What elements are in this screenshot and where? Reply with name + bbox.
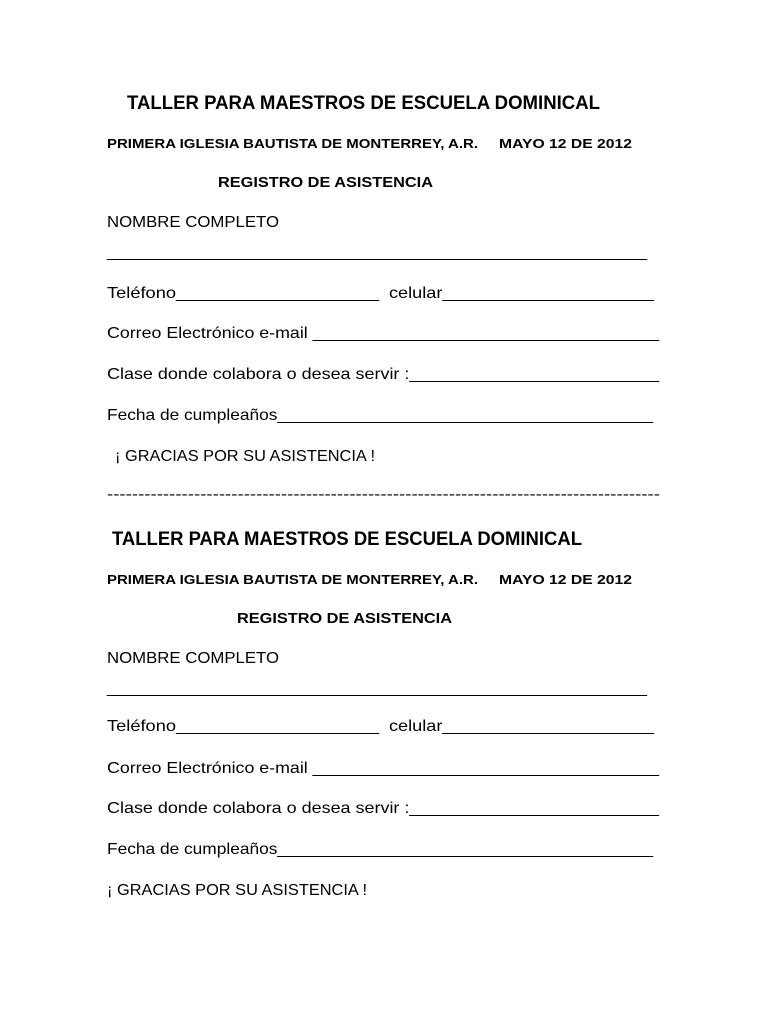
cut-separator: -----------------------------------------------------------------------------------------	[107, 486, 660, 503]
birthday-field[interactable]: Fecha de cumpleaños_______________________________________	[107, 841, 653, 858]
church-name: PRIMERA IGLESIA BAUTISTA DE MONTERREY, A.R.	[107, 572, 478, 587]
event-date: MAYO 12 DE 2012	[499, 136, 632, 151]
full-name-label: NOMBRE COMPLETO	[107, 650, 279, 667]
cell-field[interactable]: celular_____________________	[389, 718, 654, 735]
thanks-message: ¡ GRACIAS POR SU ASISTENCIA !	[115, 448, 375, 465]
full-name-line[interactable]: ________________________________________________________	[107, 244, 647, 261]
full-name-label: NOMBRE COMPLETO	[107, 214, 279, 231]
workshop-title: TALLER PARA MAESTROS DE ESCUELA DOMINICAL	[127, 93, 600, 114]
birthday-field[interactable]: Fecha de cumpleaños_______________________________________	[107, 407, 653, 424]
class-field[interactable]: Clase donde colabora o desea servir :_________________________	[107, 366, 659, 383]
phone-field[interactable]: Teléfono____________________	[107, 718, 379, 735]
email-field[interactable]: Correo Electrónico e-mail ___________________________________	[107, 325, 659, 342]
email-field[interactable]: Correo Electrónico e-mail ___________________________________	[107, 760, 659, 777]
full-name-line[interactable]: ________________________________________________________	[107, 680, 647, 697]
church-name: PRIMERA IGLESIA BAUTISTA DE MONTERREY, A.R.	[107, 136, 478, 151]
class-field[interactable]: Clase donde colabora o desea servir :_________________________	[107, 800, 659, 817]
thanks-message: ¡ GRACIAS POR SU ASISTENCIA !	[107, 882, 367, 899]
attendance-heading: REGISTRO DE ASISTENCIA	[218, 174, 433, 191]
event-date: MAYO 12 DE 2012	[499, 572, 632, 587]
attendance-heading: REGISTRO DE ASISTENCIA	[237, 610, 452, 627]
cell-field[interactable]: celular_____________________	[389, 285, 654, 302]
phone-field[interactable]: Teléfono____________________	[107, 285, 379, 302]
workshop-title: TALLER PARA MAESTROS DE ESCUELA DOMINICAL	[112, 529, 582, 550]
